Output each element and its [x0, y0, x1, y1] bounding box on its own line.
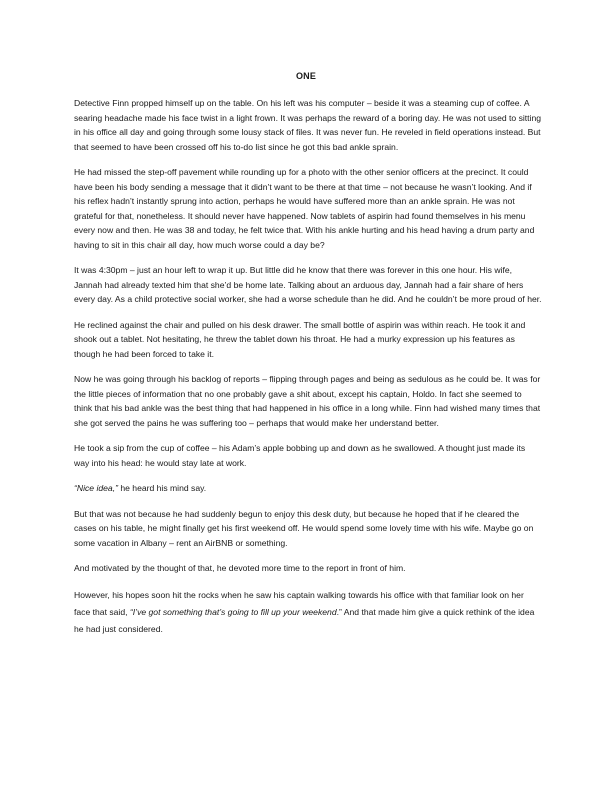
paragraph-10 — [74, 587, 542, 638]
captain-quote: “I’ve got something that’s going to fill up your weekend — [129, 606, 337, 617]
paragraph-10-start: However, his hopes soon hit the rocks when he saw his captain walking towards his office with that familiar look on her face that said, — [74, 589, 524, 617]
paragraph-9: And motivated by the thought of that, he devoted more time to the report in front of him. — [74, 563, 406, 573]
chapter-body — [74, 96, 542, 649]
paragraph-5: Now he was going through his backlog of reports – flipping through pages and being as sedulous as he could be. It was for the little pieces of information that no one probably gave a shit about, except his captain, Holdo. In fact she seemed to think that his bad ankle was the best thing that had happened in his office in a long while. Finn had wished many times that she got served the pains he was suffering too – perhaps that would make her understand better. — [74, 374, 541, 428]
paragraph-6: He took a sip from the cup of coffee – his Adam’s apple bobbing up and down as he swallowed. A thought just made its way into his head: he would stay late at work. — [74, 443, 526, 468]
paragraph-4: He reclined against the chair and pulled on his desk drawer. The small bottle of aspirin was within reach. He took it and shook out a tablet. Not hesitating, he threw the tablet down his throat. He had a murky expression up his features as though he had been forced to take it. — [74, 319, 526, 359]
paragraph-10-end: .” And that made him give a quick rethink of the idea he had just considered. — [74, 606, 535, 634]
paragraph-1: Detective Finn propped himself up on the table. On his left was his computer – beside it was a steaming cup of coffee. A searing headache made his face twist in a light frown. It was perhaps the reward of a boring day. He was not used to sitting in his office all day and going through some lousy stack of files. It was never fun. He reveled in field operations instead. But that seemed to have been crossed off his to-do list since he got this bad ankle sprain. — [74, 98, 542, 152]
paragraph-3: It was 4:30pm – just an hour left to wrap it up. But little did he know that there was forever in this one hour. His wife, Jannah had already texted him that she’d be home late. Talking about an arduous day, Jannah had a fair share of hers every day. As a child protective social worker, she had a worse schedule than he did. And he couldn’t be more proud of her. — [74, 265, 542, 304]
chapter-title: ONE — [295, 71, 317, 81]
paragraph-7-rest: he heard his mind say. — [117, 483, 207, 493]
paragraph-7 — [74, 481, 542, 496]
paragraph-8: But that was not because he had suddenly begun to enjoy this desk duty, but because he hoped that if he cleared the cases on his table, he might finally get his first weekend off. He would spend some lovely time with his wife. Maybe go on some vacation in Albany – rent an AirBNB or something. — [74, 508, 534, 548]
inner-voice-quote: “Nice idea,” — [74, 483, 118, 493]
paragraph-2: He had missed the step-off pavement while rounding up for a photo with the other senior officers at the precinct. It could have been his body sending a message that it didn’t want to be there at that time – not because he wasn’t looking. And if his reflex hadn’t instantly sprung into action, perhaps he would have suffered more than an ankle sprain. He was not grateful for that, nonetheless. It should never have happened. Now tablets of aspirin had found themselves in his menu every now and then. He was 38 and today, he felt twice that. With his ankle hurting and his head having a drum party and having to sit in this chair all day, how much worse could a day be? — [74, 167, 535, 250]
